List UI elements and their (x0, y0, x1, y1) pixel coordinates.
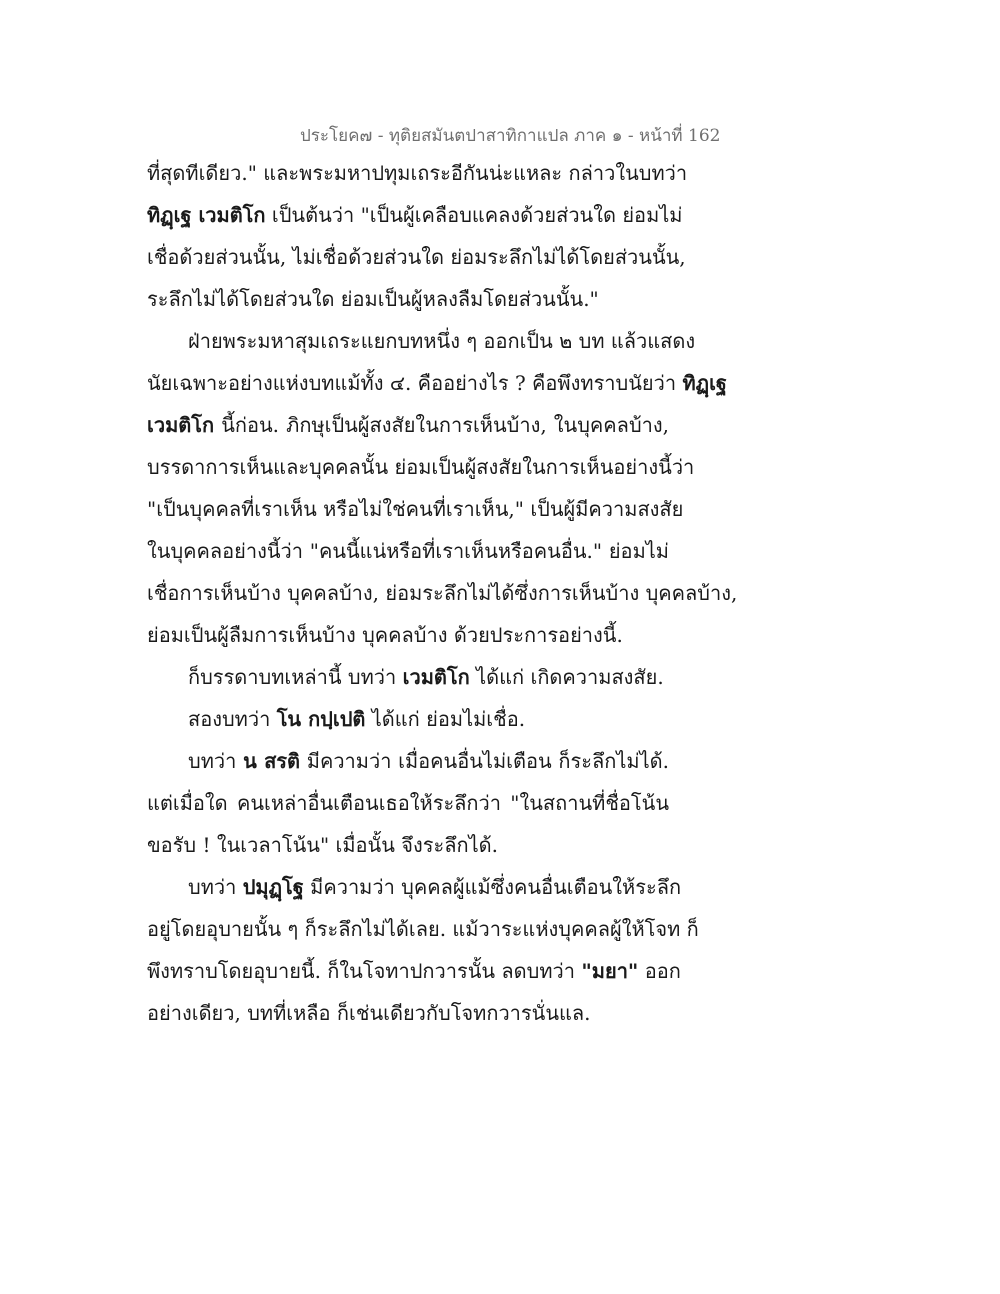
text-line: ขอรับ ! ในเวลาโน้น" เมื่อนั้น จึงระลึกได้. (147, 833, 498, 857)
text-line: นัยเฉพาะอย่างแห่งบทแม้ทั้ง ๔. คืออย่างไร ? คือพึงทราบนัยว่า ทิฏฺเฐ (147, 371, 727, 395)
text-line: ก็บรรดาบทเหล่านี้ บทว่า เวมติโก ได้แก่ เกิดความสงสัย. (188, 665, 664, 689)
text-line: ในบุคคลอย่างนี้ว่า "คนนี้แน่หรือที่เราเห็นหรือคนอื่น." ย่อมไม่ (147, 539, 669, 563)
text-line: อยู่โดยอุบายนั้น ๆ ก็ระลึกไม่ได้เลย. แม้วาระแห่งบุคคลผู้ให้โจท ก็ (147, 917, 699, 941)
pali-term: เวมติโก (147, 413, 215, 437)
pali-term: น สรติ (243, 749, 301, 773)
text-line: อย่างเดียว, บทที่เหลือ ก็เช่นเดียวกับโจทกวารนั่นแล. (147, 1001, 591, 1025)
text-line: แต่เมื่อใด คนเหล่าอื่นเตือนเธอให้ระลึกว่า "ในสถานที่ชื่อโน้น (147, 791, 669, 815)
text-line: ทิฏฺเฐ เวมติโก เป็นต้นว่า "เป็นผู้เคลือบแคลงด้วยส่วนใด ย่อมไม่ (147, 203, 683, 227)
text-line: ระลึกไม่ได้โดยส่วนใด ย่อมเป็นผู้หลงลืมโดยส่วนนั้น." (147, 287, 599, 311)
page-header: ประโยค๗ - ทุติยสมันตปาสาทิกาแปล ภาค ๑ - หน้าที่ 162 (300, 126, 721, 146)
text-line: เวมติโก นี้ก่อน. ภิกษุเป็นผู้สงสัยในการเห็นบ้าง, ในบุคคลบ้าง, (147, 413, 669, 437)
text-line: ฝ่ายพระมหาสุมเถระแยกบทหนึ่ง ๆ ออกเป็น ๒ บท แล้วแสดง (188, 329, 696, 353)
pali-term: โน กปฺเปติ (276, 707, 366, 731)
pali-term: ปมุฏฺโฐ (242, 875, 304, 899)
pali-term: เวมติโก (402, 665, 470, 689)
text-line: บทว่า น สรติ มีความว่า เมื่อคนอื่นไม่เตือน ก็ระลึกไม่ได้. (188, 749, 669, 773)
pali-term: ทิฏฺเฐ เวมติโก (147, 203, 266, 227)
text-line: เชื่อการเห็นบ้าง บุคคลบ้าง, ย่อมระลึกไม่ได้ซึ่งการเห็นบ้าง บุคคลบ้าง, (147, 581, 738, 605)
text-line: ที่สุดทีเดียว." และพระมหาปทุมเถระอีกันน่ะแหละ กล่าวในบทว่า (147, 161, 688, 185)
pali-term: ทิฏฺเฐ (682, 371, 727, 395)
text-line: เชื่อด้วยส่วนนั้น, ไม่เชื่อด้วยส่วนใด ย่อมระลึกไม่ได้โดยส่วนนั้น, (147, 245, 686, 269)
text-line: บรรดาการเห็นและบุคคลนั้น ย่อมเป็นผู้สงสัยในการเห็นอย่างนี้ว่า (147, 455, 695, 479)
pali-term: "มยา" (581, 959, 639, 983)
text-line: "เป็นบุคคลที่เราเห็น หรือไม่ใช่คนที่เราเห็น," เป็นผู้มีความสงสัย (147, 497, 684, 521)
text-line: ย่อมเป็นผู้ลืมการเห็นบ้าง บุคคลบ้าง ด้วยประการอย่างนี้. (147, 623, 623, 647)
text-line: สองบทว่า โน กปฺเปติ ได้แก่ ย่อมไม่เชื่อ. (188, 707, 526, 731)
text-line: พึงทราบโดยอุบายนี้. ก็ในโจทาปกวารนั้น ลดบทว่า "มยา" ออก (147, 959, 681, 983)
text-line: บทว่า ปมุฏฺโฐ มีความว่า บุคคลผู้แม้ซึ่งคนอื่นเตือนให้ระลึก (188, 875, 682, 899)
